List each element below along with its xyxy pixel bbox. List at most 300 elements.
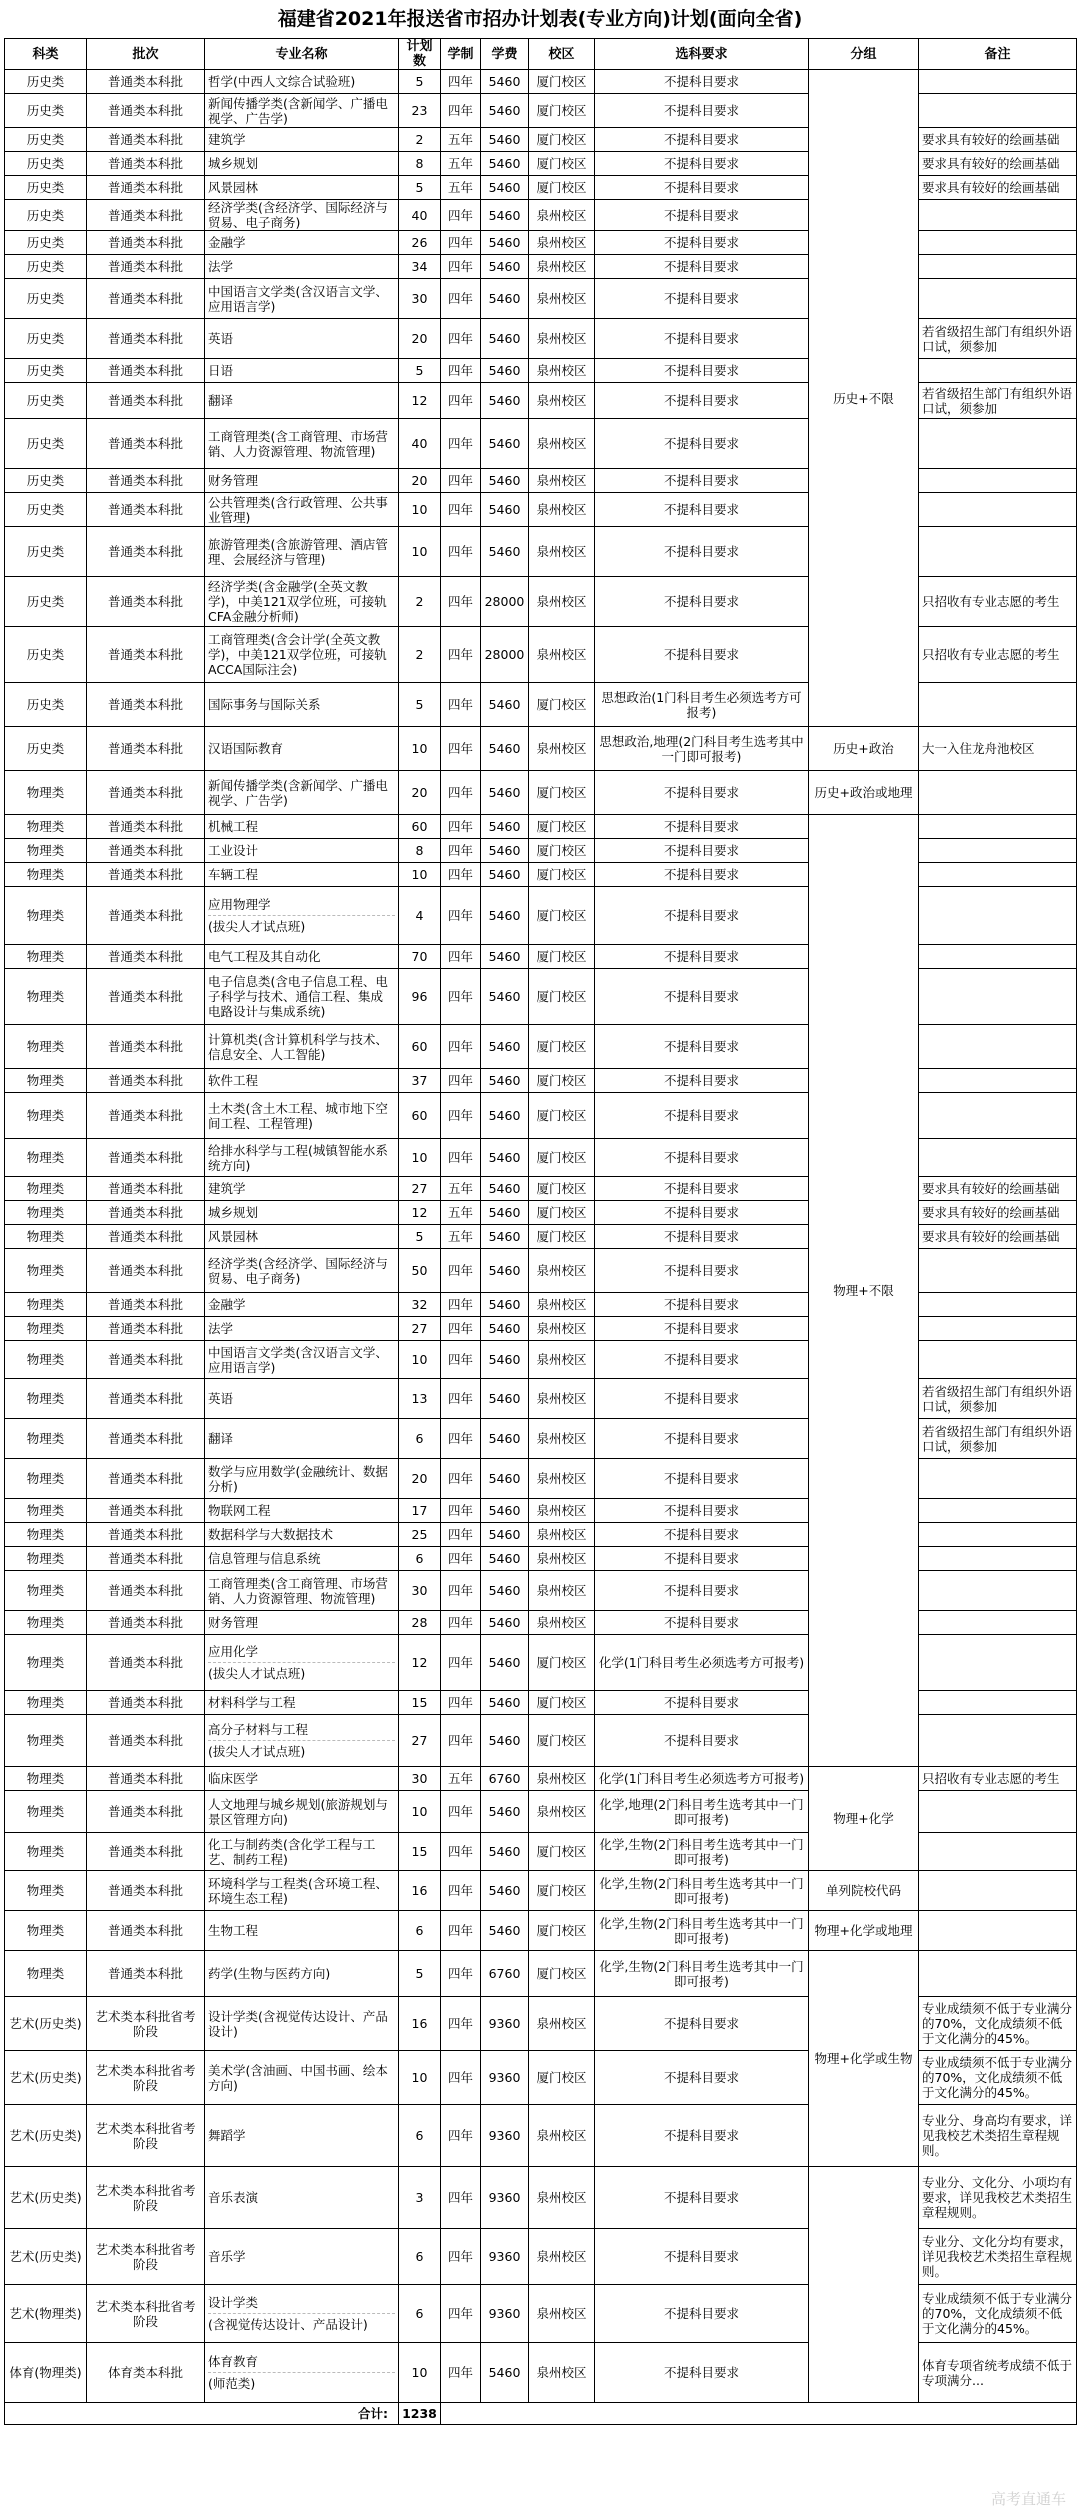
- campus-cell: 厦门校区: [529, 94, 595, 128]
- requirement-cell: 不提科目要求: [595, 577, 809, 627]
- major-cell: 金融学: [205, 231, 399, 255]
- requirement-cell: 不提科目要求: [595, 863, 809, 887]
- plan-count-cell: 60: [399, 1025, 441, 1069]
- tuition-cell: 9360: [481, 2105, 529, 2167]
- batch-cell: 普通类本科批: [87, 1293, 205, 1317]
- tuition-cell: 5460: [481, 319, 529, 359]
- subject-cell: 物理类: [5, 969, 87, 1025]
- campus-cell: 泉州校区: [529, 255, 595, 279]
- campus-cell: 泉州校区: [529, 1571, 595, 1611]
- table-body: [5, 70, 1077, 2403]
- duration-cell: 四年: [441, 1499, 481, 1523]
- requirement-cell: 不提科目要求: [595, 1317, 809, 1341]
- tuition-cell: 5460: [481, 1791, 529, 1833]
- requirement-cell: 化学(1门科目考生必须选考方可报考): [595, 1635, 809, 1691]
- subject-cell: 物理类: [5, 1225, 87, 1249]
- requirement-cell: 不提科目要求: [595, 419, 809, 469]
- campus-cell: 厦门校区: [529, 1225, 595, 1249]
- requirement-cell: 不提科目要求: [595, 493, 809, 527]
- campus-cell: 厦门校区: [529, 1069, 595, 1093]
- duration-cell: 四年: [441, 2229, 481, 2285]
- major-cell: 城乡规划: [205, 1201, 399, 1225]
- plan-count-cell: 6: [399, 1547, 441, 1571]
- remarks-cell: 只招收有专业志愿的考生: [919, 627, 1077, 683]
- tuition-cell: 5460: [481, 1635, 529, 1691]
- duration-cell: 四年: [441, 1341, 481, 1379]
- tuition-cell: 5460: [481, 469, 529, 493]
- campus-cell: 泉州校区: [529, 2167, 595, 2229]
- campus-cell: 泉州校区: [529, 1459, 595, 1499]
- tuition-cell: 5460: [481, 969, 529, 1025]
- campus-cell: 泉州校区: [529, 1523, 595, 1547]
- major-cell: 风景园林: [205, 176, 399, 200]
- batch-cell: 普通类本科批: [87, 727, 205, 771]
- subject-cell: 历史类: [5, 493, 87, 527]
- tuition-cell: 5460: [481, 419, 529, 469]
- remarks-cell: [919, 527, 1077, 577]
- plan-count-cell: 6: [399, 2285, 441, 2343]
- plan-count-cell: 23: [399, 94, 441, 128]
- duration-cell: 四年: [441, 1069, 481, 1093]
- remarks-cell: 专业分、文化分均有要求，详见我校艺术类招生章程规则。: [919, 2229, 1077, 2285]
- remarks-cell: [919, 1833, 1077, 1871]
- requirement-cell: 不提科目要求: [595, 1459, 809, 1499]
- group-cell: 物理+化学或生物: [809, 1951, 919, 2167]
- remarks-cell: [919, 255, 1077, 279]
- remarks-cell: [919, 231, 1077, 255]
- campus-cell: 泉州校区: [529, 1499, 595, 1523]
- batch-cell: 普通类本科批: [87, 231, 205, 255]
- plan-count-cell: 13: [399, 1379, 441, 1419]
- batch-cell: 艺术类本科批省考阶段: [87, 2167, 205, 2229]
- plan-count-cell: 6: [399, 1419, 441, 1459]
- batch-cell: 普通类本科批: [87, 1177, 205, 1201]
- batch-cell: 普通类本科批: [87, 1571, 205, 1611]
- campus-cell: 泉州校区: [529, 419, 595, 469]
- campus-cell: 泉州校区: [529, 2105, 595, 2167]
- major-cell: 设计学类(含视觉传达设计、产品设计): [205, 1997, 399, 2051]
- duration-cell: 四年: [441, 469, 481, 493]
- requirement-cell: 不提科目要求: [595, 1997, 809, 2051]
- batch-cell: 艺术类本科批省考阶段: [87, 1997, 205, 2051]
- subject-cell: 历史类: [5, 469, 87, 493]
- batch-cell: 体育类本科批: [87, 2343, 205, 2403]
- remarks-cell: 若省级招生部门有组织外语口试，须参加: [919, 1379, 1077, 1419]
- subject-cell: 历史类: [5, 128, 87, 152]
- major-cell: 翻译: [205, 1419, 399, 1459]
- remarks-cell: [919, 279, 1077, 319]
- subject-cell: 物理类: [5, 1419, 87, 1459]
- requirement-cell: 不提科目要求: [595, 1293, 809, 1317]
- tuition-cell: 5460: [481, 152, 529, 176]
- tuition-cell: 5460: [481, 527, 529, 577]
- plan-count-cell: 20: [399, 771, 441, 815]
- batch-cell: 普通类本科批: [87, 1611, 205, 1635]
- subject-cell: 物理类: [5, 863, 87, 887]
- requirement-cell: 不提科目要求: [595, 2343, 809, 2403]
- subject-cell: 物理类: [5, 1069, 87, 1093]
- plan-count-cell: 20: [399, 1459, 441, 1499]
- subject-cell: 艺术(物理类): [5, 2285, 87, 2343]
- major-cell: 音乐表演: [205, 2167, 399, 2229]
- batch-cell: 普通类本科批: [87, 683, 205, 727]
- major-cell: 药学(生物与医药方向): [205, 1951, 399, 1997]
- plan-table: [4, 38, 1077, 2425]
- requirement-cell: 不提科目要求: [595, 1379, 809, 1419]
- major-note: (含视觉传达设计、产品设计): [208, 2317, 368, 2332]
- duration-cell: 四年: [441, 1459, 481, 1499]
- tuition-cell: 5460: [481, 1691, 529, 1715]
- batch-cell: 普通类本科批: [87, 1691, 205, 1715]
- batch-cell: 普通类本科批: [87, 1379, 205, 1419]
- batch-cell: 普通类本科批: [87, 1093, 205, 1139]
- total-row: [5, 2403, 1077, 2425]
- tuition-cell: 5460: [481, 1069, 529, 1093]
- campus-cell: 厦门校区: [529, 1635, 595, 1691]
- header-plan-count: 计划数: [399, 39, 441, 70]
- major-cell: [205, 887, 399, 945]
- group-cell: [809, 2167, 919, 2403]
- duration-cell: 四年: [441, 1547, 481, 1571]
- batch-cell: 普通类本科批: [87, 1419, 205, 1459]
- remarks-cell: [919, 1025, 1077, 1069]
- major-cell: 法学: [205, 255, 399, 279]
- remarks-cell: 专业分、文化分、小项均有要求，详见我校艺术类招生章程规则。: [919, 2167, 1077, 2229]
- remarks-cell: 要求具有较好的绘画基础: [919, 128, 1077, 152]
- tuition-cell: 5460: [481, 493, 529, 527]
- duration-cell: 四年: [441, 1571, 481, 1611]
- plan-count-cell: 27: [399, 1715, 441, 1767]
- batch-cell: 普通类本科批: [87, 1635, 205, 1691]
- requirement-cell: 不提科目要求: [595, 2167, 809, 2229]
- plan-count-cell: 2: [399, 627, 441, 683]
- plan-count-cell: 8: [399, 839, 441, 863]
- major-name: 应用化学: [208, 1644, 395, 1663]
- tuition-cell: 5460: [481, 1523, 529, 1547]
- subject-cell: 物理类: [5, 1499, 87, 1523]
- tuition-cell: 5460: [481, 128, 529, 152]
- tuition-cell: 28000: [481, 577, 529, 627]
- duration-cell: 五年: [441, 1225, 481, 1249]
- remarks-cell: [919, 1499, 1077, 1523]
- subject-cell: 物理类: [5, 1341, 87, 1379]
- major-cell: 中国语言文学类(含汉语言文学、应用语言学): [205, 279, 399, 319]
- duration-cell: 四年: [441, 1833, 481, 1871]
- major-cell: 土木类(含土木工程、城市地下空间工程、工程管理): [205, 1093, 399, 1139]
- group-cell: 物理+化学或地理: [809, 1911, 919, 1951]
- subject-cell: 物理类: [5, 771, 87, 815]
- subject-cell: 物理类: [5, 839, 87, 863]
- table-row: [5, 1871, 1077, 1911]
- requirement-cell: 不提科目要求: [595, 152, 809, 176]
- plan-count-cell: 16: [399, 1871, 441, 1911]
- major-name: 体育教育: [208, 2354, 395, 2373]
- campus-cell: 泉州校区: [529, 1341, 595, 1379]
- tuition-cell: 5460: [481, 1341, 529, 1379]
- batch-cell: 普通类本科批: [87, 1499, 205, 1523]
- major-cell: 临床医学: [205, 1767, 399, 1791]
- subject-cell: 物理类: [5, 1025, 87, 1069]
- subject-cell: 物理类: [5, 1571, 87, 1611]
- plan-count-cell: 37: [399, 1069, 441, 1093]
- duration-cell: 四年: [441, 255, 481, 279]
- major-cell: [205, 2285, 399, 2343]
- campus-cell: 泉州校区: [529, 727, 595, 771]
- duration-cell: 四年: [441, 1791, 481, 1833]
- subject-cell: 历史类: [5, 200, 87, 231]
- subject-cell: 艺术(历史类): [5, 2105, 87, 2167]
- tuition-cell: 5460: [481, 1201, 529, 1225]
- tuition-cell: 5460: [481, 1293, 529, 1317]
- batch-cell: 普通类本科批: [87, 1547, 205, 1571]
- duration-cell: 四年: [441, 1249, 481, 1293]
- requirement-cell: 不提科目要求: [595, 1249, 809, 1293]
- campus-cell: 厦门校区: [529, 1093, 595, 1139]
- group-cell: 单列院校代码: [809, 1871, 919, 1911]
- subject-cell: 历史类: [5, 577, 87, 627]
- requirement-cell: 不提科目要求: [595, 527, 809, 577]
- requirement-cell: 不提科目要求: [595, 200, 809, 231]
- requirement-cell: 化学,生物(2门科目考生选考其中一门即可报考): [595, 1951, 809, 1997]
- campus-cell: 泉州校区: [529, 383, 595, 419]
- subject-cell: 历史类: [5, 527, 87, 577]
- tuition-cell: 5460: [481, 94, 529, 128]
- duration-cell: 四年: [441, 383, 481, 419]
- tuition-cell: 5460: [481, 279, 529, 319]
- requirement-cell: 思想政治(1门科目考生必须选考方可报考): [595, 683, 809, 727]
- campus-cell: 厦门校区: [529, 1951, 595, 1997]
- batch-cell: 普通类本科批: [87, 815, 205, 839]
- subject-cell: 艺术(历史类): [5, 2167, 87, 2229]
- total-label: 合计:: [5, 2403, 399, 2425]
- major-cell: 法学: [205, 1317, 399, 1341]
- tuition-cell: 5460: [481, 176, 529, 200]
- campus-cell: 厦门校区: [529, 683, 595, 727]
- tuition-cell: 9360: [481, 2167, 529, 2229]
- remarks-cell: 只招收有专业志愿的考生: [919, 1767, 1077, 1791]
- campus-cell: 厦门校区: [529, 887, 595, 945]
- requirement-cell: 不提科目要求: [595, 255, 809, 279]
- tuition-cell: 5460: [481, 1499, 529, 1523]
- duration-cell: 四年: [441, 1139, 481, 1177]
- subject-cell: 历史类: [5, 70, 87, 94]
- major-cell: 汉语国际教育: [205, 727, 399, 771]
- duration-cell: 四年: [441, 627, 481, 683]
- tuition-cell: 5460: [481, 200, 529, 231]
- major-cell: 环境科学与工程类(含环境工程、环境生态工程): [205, 1871, 399, 1911]
- tuition-cell: 5460: [481, 2343, 529, 2403]
- duration-cell: 四年: [441, 1293, 481, 1317]
- campus-cell: 厦门校区: [529, 969, 595, 1025]
- major-cell: 金融学: [205, 1293, 399, 1317]
- remarks-cell: [919, 469, 1077, 493]
- campus-cell: 泉州校区: [529, 2285, 595, 2343]
- table-row: [5, 771, 1077, 815]
- major-cell: 工商管理类(含工商管理、市场营销、人力资源管理、物流管理): [205, 1571, 399, 1611]
- major-cell: 工业设计: [205, 839, 399, 863]
- table-row: [5, 2167, 1077, 2229]
- major-cell: 化工与制药类(含化学工程与工艺、制药工程): [205, 1833, 399, 1871]
- requirement-cell: 不提科目要求: [595, 128, 809, 152]
- group-cell: 物理+不限: [809, 815, 919, 1767]
- remarks-cell: [919, 419, 1077, 469]
- campus-cell: 厦门校区: [529, 1833, 595, 1871]
- campus-cell: 泉州校区: [529, 1611, 595, 1635]
- requirement-cell: 不提科目要求: [595, 1177, 809, 1201]
- remarks-cell: [919, 1547, 1077, 1571]
- tuition-cell: 5460: [481, 771, 529, 815]
- major-cell: 舞蹈学: [205, 2105, 399, 2167]
- requirement-cell: 思想政治,地理(2门科目考生选考其中一门即可报考): [595, 727, 809, 771]
- requirement-cell: 不提科目要求: [595, 359, 809, 383]
- plan-count-cell: 10: [399, 527, 441, 577]
- batch-cell: 普通类本科批: [87, 1025, 205, 1069]
- campus-cell: 厦门校区: [529, 945, 595, 969]
- campus-cell: 泉州校区: [529, 359, 595, 383]
- campus-cell: 泉州校区: [529, 627, 595, 683]
- tuition-cell: 5460: [481, 1459, 529, 1499]
- requirement-cell: 化学(1门科目考生必须选考方可报考): [595, 1767, 809, 1791]
- tuition-cell: 28000: [481, 627, 529, 683]
- tuition-cell: 5460: [481, 359, 529, 383]
- subject-cell: 物理类: [5, 1547, 87, 1571]
- batch-cell: 普通类本科批: [87, 70, 205, 94]
- plan-count-cell: 26: [399, 231, 441, 255]
- subject-cell: 物理类: [5, 1951, 87, 1997]
- batch-cell: 普通类本科批: [87, 128, 205, 152]
- major-cell: 新闻传播学类(含新闻学、广播电视学、广告学): [205, 771, 399, 815]
- header-group: 分组: [809, 39, 919, 70]
- tuition-cell: 5460: [481, 231, 529, 255]
- remarks-cell: 体育专项省统考成绩不低于专项满分...: [919, 2343, 1077, 2403]
- subject-cell: 历史类: [5, 94, 87, 128]
- remarks-cell: [919, 1611, 1077, 1635]
- plan-count-cell: 5: [399, 176, 441, 200]
- major-cell: 哲学(中西人文综合试验班): [205, 70, 399, 94]
- major-cell: 建筑学: [205, 1177, 399, 1201]
- remarks-cell: 要求具有较好的绘画基础: [919, 1177, 1077, 1201]
- subject-cell: 艺术(历史类): [5, 1997, 87, 2051]
- duration-cell: 五年: [441, 176, 481, 200]
- remarks-cell: 专业成绩须不低于专业满分的70%，文化成绩须不低于文化满分的45%。: [919, 1997, 1077, 2051]
- plan-count-cell: 10: [399, 1341, 441, 1379]
- plan-count-cell: 70: [399, 945, 441, 969]
- major-cell: 给排水科学与工程(城镇智能水系统方向): [205, 1139, 399, 1177]
- subject-cell: 艺术(历史类): [5, 2229, 87, 2285]
- campus-cell: 泉州校区: [529, 1293, 595, 1317]
- remarks-cell: [919, 887, 1077, 945]
- campus-cell: 厦门校区: [529, 152, 595, 176]
- duration-cell: 四年: [441, 94, 481, 128]
- remarks-cell: [919, 359, 1077, 383]
- tuition-cell: 5460: [481, 1715, 529, 1767]
- batch-cell: 普通类本科批: [87, 1523, 205, 1547]
- campus-cell: 泉州校区: [529, 1791, 595, 1833]
- duration-cell: 四年: [441, 1871, 481, 1911]
- plan-count-cell: 2: [399, 128, 441, 152]
- duration-cell: 四年: [441, 1025, 481, 1069]
- plan-count-cell: 15: [399, 1691, 441, 1715]
- requirement-cell: 不提科目要求: [595, 2285, 809, 2343]
- major-cell: 新闻传播学类(含新闻学、广播电视学、广告学): [205, 94, 399, 128]
- campus-cell: 泉州校区: [529, 1317, 595, 1341]
- subject-cell: 物理类: [5, 1249, 87, 1293]
- batch-cell: 普通类本科批: [87, 200, 205, 231]
- batch-cell: 艺术类本科批省考阶段: [87, 2229, 205, 2285]
- plan-count-cell: 5: [399, 1951, 441, 1997]
- plan-count-cell: 12: [399, 1635, 441, 1691]
- major-cell: 经济学类(含经济学、国际经济与贸易、电子商务): [205, 1249, 399, 1293]
- requirement-cell: 不提科目要求: [595, 279, 809, 319]
- requirement-cell: 不提科目要求: [595, 1547, 809, 1571]
- total-value: 1238: [399, 2403, 441, 2425]
- group-cell: 历史+不限: [809, 70, 919, 727]
- duration-cell: 四年: [441, 1611, 481, 1635]
- campus-cell: 厦门校区: [529, 128, 595, 152]
- campus-cell: 泉州校区: [529, 231, 595, 255]
- campus-cell: 厦门校区: [529, 1871, 595, 1911]
- requirement-cell: 化学,生物(2门科目考生选考其中一门即可报考): [595, 1833, 809, 1871]
- subject-cell: 物理类: [5, 1715, 87, 1767]
- campus-cell: 厦门校区: [529, 1911, 595, 1951]
- plan-count-cell: 10: [399, 2051, 441, 2105]
- requirement-cell: 不提科目要求: [595, 469, 809, 493]
- batch-cell: 普通类本科批: [87, 94, 205, 128]
- plan-count-cell: 10: [399, 863, 441, 887]
- subject-cell: 历史类: [5, 359, 87, 383]
- batch-cell: 普通类本科批: [87, 255, 205, 279]
- duration-cell: 四年: [441, 2051, 481, 2105]
- remarks-cell: 大一入住龙舟池校区: [919, 727, 1077, 771]
- duration-cell: 四年: [441, 279, 481, 319]
- duration-cell: 五年: [441, 1767, 481, 1791]
- plan-count-cell: 10: [399, 1791, 441, 1833]
- remarks-cell: [919, 70, 1077, 94]
- header-subject: 科类: [5, 39, 87, 70]
- duration-cell: 四年: [441, 771, 481, 815]
- campus-cell: 厦门校区: [529, 863, 595, 887]
- major-cell: [205, 1715, 399, 1767]
- subject-cell: 物理类: [5, 1177, 87, 1201]
- plan-count-cell: 5: [399, 683, 441, 727]
- batch-cell: 普通类本科批: [87, 383, 205, 419]
- remarks-cell: [919, 683, 1077, 727]
- subject-cell: 物理类: [5, 1379, 87, 1419]
- remarks-cell: [919, 200, 1077, 231]
- duration-cell: 四年: [441, 683, 481, 727]
- plan-count-cell: 27: [399, 1317, 441, 1341]
- requirement-cell: 化学,地理(2门科目考生选考其中一门即可报考): [595, 1791, 809, 1833]
- header-subject-requirement: 选科要求: [595, 39, 809, 70]
- duration-cell: 四年: [441, 493, 481, 527]
- requirement-cell: 不提科目要求: [595, 1201, 809, 1225]
- plan-count-cell: 5: [399, 1225, 441, 1249]
- duration-cell: 四年: [441, 1715, 481, 1767]
- requirement-cell: 不提科目要求: [595, 1611, 809, 1635]
- tuition-cell: 5460: [481, 1317, 529, 1341]
- tuition-cell: 6760: [481, 1767, 529, 1791]
- remarks-cell: [919, 1715, 1077, 1767]
- major-cell: 计算机类(含计算机科学与技术、信息安全、人工智能): [205, 1025, 399, 1069]
- plan-count-cell: 12: [399, 1201, 441, 1225]
- subject-cell: 物理类: [5, 815, 87, 839]
- remarks-cell: [919, 969, 1077, 1025]
- duration-cell: 四年: [441, 419, 481, 469]
- remarks-cell: [919, 839, 1077, 863]
- subject-cell: 历史类: [5, 152, 87, 176]
- major-name: 设计学类: [208, 2295, 395, 2314]
- major-cell: 信息管理与信息系统: [205, 1547, 399, 1571]
